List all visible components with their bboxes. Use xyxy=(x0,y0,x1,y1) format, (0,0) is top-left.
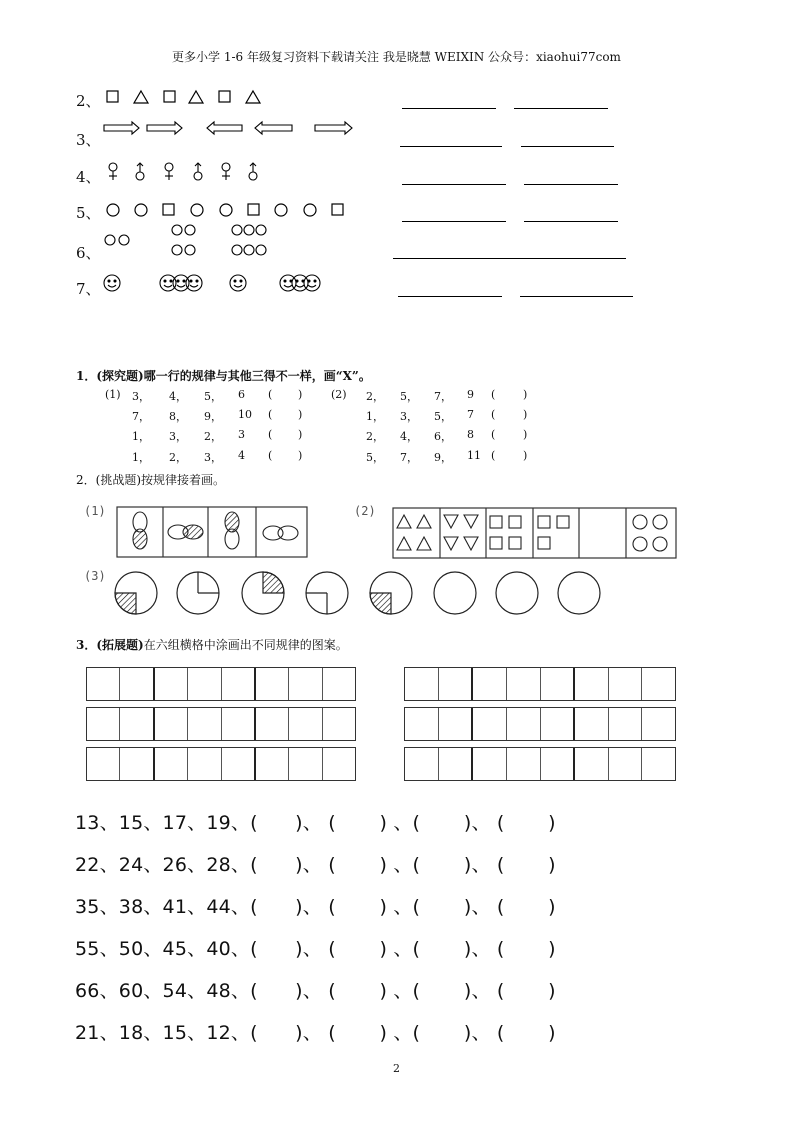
triangle-shape xyxy=(246,91,260,103)
pattern-grid-cell[interactable] xyxy=(256,708,289,740)
answer-blank[interactable] xyxy=(520,296,633,297)
pattern-grid-cell[interactable] xyxy=(256,668,289,700)
pattern-grid-row xyxy=(86,707,356,741)
pattern-grid-cell[interactable] xyxy=(473,748,507,780)
q1-group2-cell[interactable]: ( xyxy=(491,428,496,441)
row6-circle-groups xyxy=(102,222,272,260)
pattern-grid-cell[interactable] xyxy=(222,668,256,700)
pattern-grid-cell[interactable] xyxy=(507,748,541,780)
pattern-grid-cell[interactable] xyxy=(405,708,439,740)
pattern-grid-cell[interactable] xyxy=(120,668,154,700)
smiley-icon xyxy=(160,275,176,291)
circle-shape xyxy=(135,204,147,216)
q1-group2-cell: 8 xyxy=(467,428,474,441)
q1-group2-cell: 5， xyxy=(366,451,384,464)
pattern-grid-row xyxy=(404,667,676,701)
pattern-grid-cell[interactable] xyxy=(473,708,507,740)
square-shape xyxy=(248,204,259,215)
pattern-grid-cell[interactable] xyxy=(507,668,541,700)
pattern-grid-cell[interactable] xyxy=(323,708,355,740)
pattern-grid-cell[interactable] xyxy=(188,668,221,700)
pattern-grid-cell[interactable] xyxy=(289,668,322,700)
pattern-grid-row xyxy=(86,747,356,781)
q1-group2-cell[interactable]: ) xyxy=(523,428,528,441)
male-icon xyxy=(249,163,257,180)
q2-title xyxy=(76,471,225,488)
row7-smileys xyxy=(102,272,327,296)
triangle-shape xyxy=(189,91,203,103)
pattern-grid-cell[interactable] xyxy=(87,668,120,700)
answer-blank[interactable] xyxy=(393,258,626,259)
q1-group1-cell[interactable]: ) xyxy=(298,428,303,441)
q2-figure-1 xyxy=(116,506,308,558)
q3-tag: (拓展题) xyxy=(96,638,144,652)
answer-blank[interactable] xyxy=(400,146,502,147)
pattern-grid-cell[interactable] xyxy=(609,748,643,780)
sequence-line[interactable]: 22、24、26、28、( )、 ( ) 、( )、 ( ) xyxy=(75,854,556,876)
q1-title xyxy=(76,367,371,384)
q1-group1-cell: 3， xyxy=(204,451,222,464)
q1-group1-cell: 9， xyxy=(204,410,222,423)
q1-group2-cell: 5， xyxy=(400,390,418,403)
q1-group2-cell: 1， xyxy=(366,410,384,423)
row-label-6: 6、 xyxy=(76,244,101,262)
smiley-icon xyxy=(304,275,320,291)
pattern-grid-cell[interactable] xyxy=(439,708,474,740)
q1-text: 哪一行的规律与其他三得不一样，画“X”。 xyxy=(143,369,371,383)
pattern-grid-row xyxy=(86,667,356,701)
q1-group2-cell: 6， xyxy=(434,430,452,443)
q2-number: 2． xyxy=(76,473,96,487)
square-shape xyxy=(164,91,175,102)
answer-blank[interactable] xyxy=(402,184,506,185)
square-shape xyxy=(332,204,343,215)
pattern-grid-cell[interactable] xyxy=(575,748,609,780)
q1-group2-cell: 4， xyxy=(400,430,418,443)
pattern-grid-cell[interactable] xyxy=(222,748,256,780)
smiley-icon xyxy=(104,275,120,291)
pattern-grid-cell[interactable] xyxy=(222,708,256,740)
circle-shape xyxy=(191,204,203,216)
pattern-grid-cell[interactable] xyxy=(473,668,507,700)
q1-group2-cell: 9 xyxy=(467,388,474,401)
q1-group1-cell[interactable]: ( xyxy=(268,428,273,441)
pattern-grid-cell[interactable] xyxy=(155,668,188,700)
pattern-grid-cell[interactable] xyxy=(120,748,154,780)
smiley-icon xyxy=(173,275,189,291)
male-icon xyxy=(136,163,144,180)
pattern-grid-cell[interactable] xyxy=(642,708,675,740)
q1-group2-cell: 7， xyxy=(434,390,452,403)
q1-group1-cell: 5， xyxy=(204,390,222,403)
pattern-grid-cell[interactable] xyxy=(609,708,643,740)
q3-number: 3． xyxy=(76,638,97,652)
q1-tag: (探究题) xyxy=(96,369,144,383)
q1-group1-cell[interactable]: ( xyxy=(268,388,273,401)
pattern-grid-cell[interactable] xyxy=(439,748,474,780)
circle-shape xyxy=(220,204,232,216)
pattern-grid-cell[interactable] xyxy=(87,708,120,740)
answer-blank[interactable] xyxy=(402,221,506,222)
row-label-2: 2、 xyxy=(76,92,101,110)
q3-title xyxy=(76,636,348,653)
page-header: 更多小学 1-6 年级复习资料下载请关注 我是晓慧 WEIXIN 公众号：xiaohui77com xyxy=(172,50,621,64)
square-shape xyxy=(219,91,230,102)
q2-figure-2 xyxy=(392,507,677,559)
q1-group1-cell: 2， xyxy=(204,430,222,443)
q1-group2-cell[interactable]: ( xyxy=(491,449,496,462)
sequence-line[interactable]: 13、15、17、19、( )、 ( ) 、( )、 ( ) xyxy=(75,812,556,834)
row-label-3: 3、 xyxy=(76,131,101,149)
q1-group2-cell: 7， xyxy=(400,451,418,464)
left-arrow-icon xyxy=(255,122,292,134)
q1-group2-cell: 9， xyxy=(434,451,452,464)
answer-blank[interactable] xyxy=(524,184,618,185)
q1-group1-cell: 6 xyxy=(238,388,245,401)
pattern-grid-cell[interactable] xyxy=(405,668,439,700)
q1-group1-cell: 1， xyxy=(132,430,150,443)
q1-group2-cell: 7 xyxy=(467,408,474,421)
circle-shape xyxy=(275,204,287,216)
q1-group1-cell[interactable]: ) xyxy=(298,408,303,421)
q1-group2-cell[interactable]: ( xyxy=(491,388,496,401)
pattern-grid-row xyxy=(404,707,676,741)
right-arrow-icon xyxy=(147,122,182,134)
sequence-line[interactable]: 21、18、15、12、( )、 ( ) 、( )、 ( ) xyxy=(75,1022,556,1044)
q1-group1-cell[interactable]: ( xyxy=(268,408,273,421)
answer-blank[interactable] xyxy=(398,296,502,297)
row-label-4: 4、 xyxy=(76,168,101,186)
pattern-grid-cell[interactable] xyxy=(289,748,322,780)
q1-group1-cell: 1， xyxy=(132,451,150,464)
pattern-grid-row xyxy=(404,747,676,781)
q1-group1-label: (1) xyxy=(105,388,121,401)
q2-label-1: (1) xyxy=(84,504,106,518)
pattern-grid-cell[interactable] xyxy=(609,668,643,700)
female-icon xyxy=(222,163,230,180)
female-icon xyxy=(109,163,117,180)
row5-shapes xyxy=(104,201,354,219)
q1-group1-cell: 3， xyxy=(169,430,187,443)
q1-group2-cell[interactable]: ) xyxy=(523,408,528,421)
pattern-grid-cell[interactable] xyxy=(642,748,675,780)
pattern-grid-cell[interactable] xyxy=(575,708,609,740)
q1-group2-cell: 2， xyxy=(366,430,384,443)
pattern-grid-cell[interactable] xyxy=(155,708,188,740)
row-label-5: 5、 xyxy=(76,204,101,222)
q1-group2-cell: 5， xyxy=(434,410,452,423)
triangle-shape xyxy=(134,91,148,103)
q1-group1-cell: 3， xyxy=(132,390,150,403)
q1-group1-cell: 8， xyxy=(169,410,187,423)
pattern-grid-cell[interactable] xyxy=(541,748,576,780)
smiley-icon xyxy=(186,275,202,291)
circle-shape xyxy=(304,204,316,216)
q2-label-2: (2) xyxy=(354,504,376,518)
pattern-grid-cell[interactable] xyxy=(323,748,355,780)
answer-blank[interactable] xyxy=(402,108,496,109)
q1-group1-cell: 4 xyxy=(238,449,245,462)
pattern-grid-cell[interactable] xyxy=(439,668,474,700)
sequence-line[interactable]: 55、50、45、40、( )、 ( ) 、( )、 ( ) xyxy=(75,938,556,960)
smiley-icon xyxy=(230,275,246,291)
left-arrow-icon xyxy=(207,122,242,134)
row2-shapes xyxy=(104,88,274,108)
pattern-grid-cell[interactable] xyxy=(507,708,541,740)
circle-shape xyxy=(107,204,119,216)
right-arrow-icon xyxy=(315,122,352,134)
q2-label-3: (3) xyxy=(84,569,106,583)
q1-group1-cell: 7， xyxy=(132,410,150,423)
answer-blank[interactable] xyxy=(514,108,608,109)
pattern-grid-cell[interactable] xyxy=(575,668,609,700)
q1-group2-cell[interactable]: ( xyxy=(491,408,496,421)
pattern-grid-cell[interactable] xyxy=(541,668,576,700)
answer-blank[interactable] xyxy=(521,146,614,147)
q1-group1-cell[interactable]: ( xyxy=(268,449,273,462)
row3-arrows xyxy=(102,120,362,136)
square-shape xyxy=(107,91,118,102)
q1-group2-label: (2) xyxy=(331,388,347,401)
pattern-grid-cell[interactable] xyxy=(87,748,120,780)
q1-group1-cell: 10 xyxy=(238,408,252,421)
q2-text: 按规律接着画。 xyxy=(141,473,226,487)
male-icon xyxy=(194,163,202,180)
sequence-line[interactable]: 35、38、41、44、( )、 ( ) 、( )、 ( ) xyxy=(75,896,556,918)
q1-group1-cell: 4， xyxy=(169,390,187,403)
pattern-grid-cell[interactable] xyxy=(323,668,355,700)
pattern-grid-cell[interactable] xyxy=(256,748,289,780)
pattern-grid-cell[interactable] xyxy=(155,748,188,780)
pattern-grid-cell[interactable] xyxy=(188,708,221,740)
q2-tag: (挑战题) xyxy=(95,473,142,487)
sequence-line[interactable]: 66、60、54、48、( )、 ( ) 、( )、 ( ) xyxy=(75,980,556,1002)
q1-number: 1． xyxy=(76,369,97,383)
q1-group2-cell: 3， xyxy=(400,410,418,423)
pattern-grid-cell[interactable] xyxy=(120,708,154,740)
page-number: 2 xyxy=(393,1062,400,1075)
female-icon xyxy=(165,163,173,180)
q1-group1-cell: 2， xyxy=(169,451,187,464)
q1-group2-cell[interactable]: ) xyxy=(523,449,528,462)
pattern-grid-cell[interactable] xyxy=(541,708,576,740)
q1-group2-cell: 2， xyxy=(366,390,384,403)
right-arrow-icon xyxy=(104,122,139,134)
q1-group1-cell[interactable]: ) xyxy=(298,449,303,462)
pattern-grid-cell[interactable] xyxy=(188,748,221,780)
q2-figure-3 xyxy=(112,570,612,618)
pattern-grid-cell[interactable] xyxy=(642,668,675,700)
q1-group1-cell[interactable]: ) xyxy=(298,388,303,401)
square-shape xyxy=(163,204,174,215)
pattern-grid-cell[interactable] xyxy=(405,748,439,780)
pattern-grid-cell[interactable] xyxy=(289,708,322,740)
q1-group2-cell[interactable]: ) xyxy=(523,388,528,401)
row4-symbols xyxy=(104,161,264,185)
answer-blank[interactable] xyxy=(524,221,618,222)
q1-group1-cell: 3 xyxy=(238,428,245,441)
row-label-7: 7、 xyxy=(76,280,101,298)
q3-text: 在六组横格中涂画出不同规律的图案。 xyxy=(143,638,348,652)
q1-group2-cell: 11 xyxy=(467,449,481,462)
